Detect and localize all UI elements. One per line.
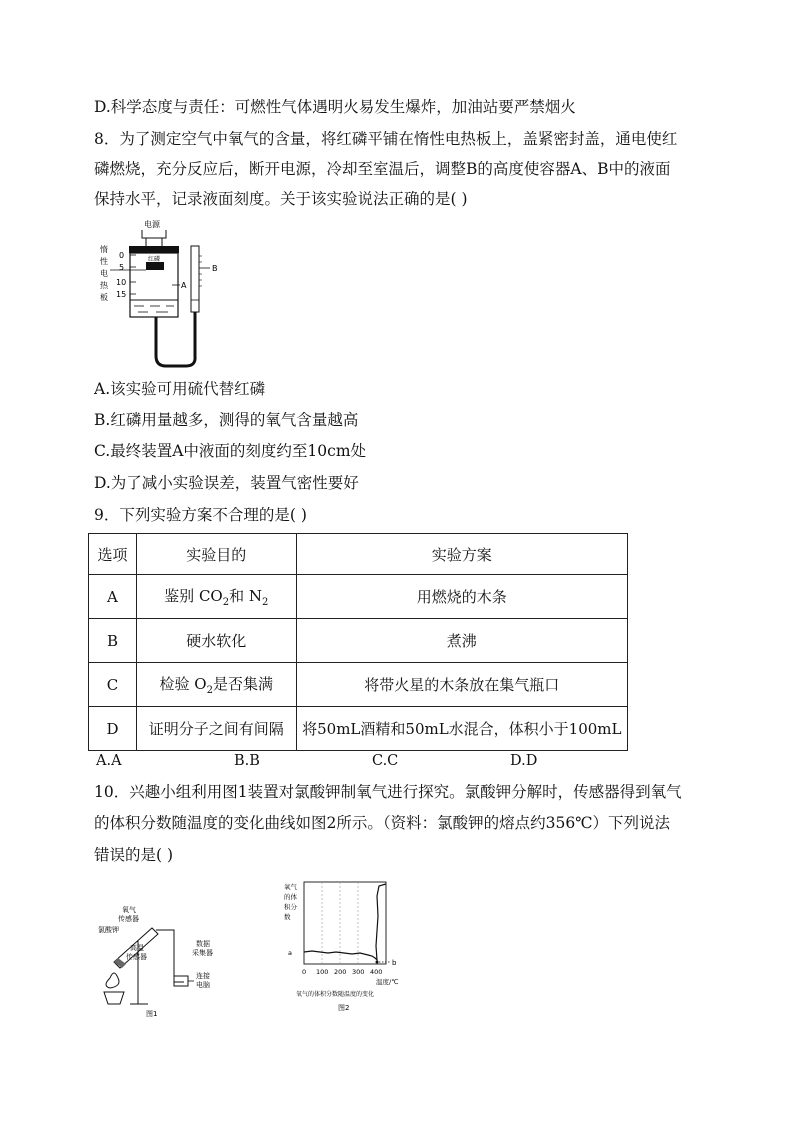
table-row: [89, 707, 628, 751]
q9-table: [88, 533, 628, 751]
fig2-title: 氧气的体积分数随温度的变化: [296, 991, 375, 998]
label-a: A: [181, 281, 187, 290]
fig2-xlabel: 温度/℃: [376, 978, 399, 986]
row-purpose: 检验 $O_2$是否集满: [136, 663, 296, 707]
plate-label-1: 惰: [100, 245, 108, 254]
row-key: A: [89, 575, 137, 619]
fig1-label-connect: 连接: [196, 972, 210, 980]
fig2-ylabel-2: 的体: [284, 893, 297, 901]
table-header-row: [89, 534, 628, 575]
row-plan: 将带火星的木条放在集气瓶口: [296, 663, 627, 707]
fig2-xtick-400: 400: [370, 968, 383, 976]
label-b: B: [212, 264, 218, 273]
row-purpose: 证明分子之间有间隔: [136, 707, 296, 751]
fig1-caption: 图1: [146, 1010, 158, 1018]
fig2-y-marker: a: [288, 949, 292, 957]
scale-15: 15: [116, 290, 127, 299]
q8-option-d: D.为了减小实验误差，装置气密性要好: [94, 474, 359, 492]
q9-answer-a: A.A: [96, 753, 122, 769]
scale-10: 10: [116, 278, 127, 287]
row-plan: 煮沸: [296, 619, 627, 663]
fig1-label-data: 数据: [196, 940, 210, 948]
q8-apparatus-figure: [96, 216, 236, 374]
sealed-lid: [129, 246, 179, 253]
q8-stem-line-1: 8．为了测定空气中氧气的含量，将红磷平铺在惰性电热板上，盖紧密封盖，通电使红: [94, 130, 678, 148]
q8-option-a: A.该实验可用硫代替红磷: [94, 380, 266, 398]
q8-option-c: C.最终装置A中液面的刻度约至10cm处: [94, 442, 367, 460]
q10-stem-line-1: 10．兴趣小组利用图1装置对氯酸钾制氧气进行探究。氯酸钾分解时，传感器得到氧气: [94, 783, 682, 801]
q8-stem-line-2: 磷燃烧，充分反应后，断开电源，冷却至室温后，调整B的高度使容器A、B中的液面: [94, 160, 671, 178]
row-plan: 用燃烧的木条: [296, 575, 627, 619]
fig2-xtick-200: 200: [334, 968, 347, 976]
fig1-label-computer: 电脑: [196, 981, 210, 989]
fig2-xtick-0: 0: [302, 968, 307, 976]
fig2-curve: [304, 884, 386, 960]
q8-stem-line-3: 保持水平，记录液面刻度。关于该实验说法正确的是( ): [94, 190, 468, 208]
power-label: 电源: [144, 220, 160, 229]
fig1-label-collector: 采集器: [192, 949, 213, 957]
fig1-label-sensor: 传感器: [118, 915, 139, 923]
row-key: B: [89, 619, 137, 663]
row-key: D: [89, 707, 137, 751]
row-purpose: 鉴别 $CO_2$和 $N_2$: [136, 575, 296, 619]
fig1-label-oxygen: 氧气: [122, 906, 136, 914]
fig1-apparatus: [96, 900, 266, 1020]
fig2-caption: 图2: [338, 1004, 350, 1012]
scale-0: 0: [119, 251, 125, 260]
fig1-label-kclo3: 氯酸钾: [98, 926, 119, 934]
fig2-ylabel-1: 氧气: [284, 883, 297, 891]
fig2-ylabel-4: 数: [284, 913, 291, 921]
fig1-label-sensor2: 传感器: [126, 953, 147, 961]
plate-label-3: 电: [100, 269, 108, 278]
plate-label-5: 板: [100, 293, 108, 302]
fig2-ylabel-3: 积分: [284, 903, 297, 911]
tube-b: [191, 246, 199, 312]
q9-answer-d: D.D: [510, 753, 538, 769]
q10-stem-line-3: 错误的是( ): [94, 846, 174, 864]
q9-answer-c: C.C: [372, 753, 399, 769]
q9-answer-b: B.B: [234, 753, 260, 769]
header-plan: 实验方案: [296, 534, 627, 575]
phosphorus-label: 红磷: [148, 256, 161, 263]
plate-label-4: 热: [100, 281, 108, 290]
table-row: [89, 575, 628, 619]
fig2-xtick-100: 100: [316, 968, 329, 976]
header-purpose: 实验目的: [136, 534, 296, 575]
table-row: [89, 663, 628, 707]
fig2-xtick-300: 300: [352, 968, 365, 976]
q7-option-d: D.科学态度与责任：可燃性气体遇明火易发生爆炸，加油站要严禁烟火: [94, 98, 576, 116]
header-option: 选项: [89, 534, 137, 575]
fig1-label-hightemp: 高温: [130, 944, 144, 952]
fig2-chart: [282, 876, 432, 1016]
row-purpose: 硬水软化: [136, 619, 296, 663]
fig2-point-label: b: [392, 959, 397, 967]
q8-option-b: B.红磷用量越多，测得的氧气含量越高: [94, 411, 359, 429]
rubber-tube: [156, 312, 195, 366]
fig2-point-b: [376, 961, 379, 964]
plate-label-2: 性: [100, 257, 108, 266]
q9-stem: 9．下列实验方案不合理的是( ): [94, 506, 307, 524]
row-key: C: [89, 663, 137, 707]
row-plan: 将50mL酒精和50mL水混合，体积小于100mL: [296, 707, 627, 751]
scale-5: 5: [119, 263, 125, 272]
q10-stem-line-2: 的体积分数随温度的变化曲线如图2所示。（资料：氯酸钾的熔点约356℃）下列说法: [94, 814, 671, 832]
table-row: [89, 619, 628, 663]
